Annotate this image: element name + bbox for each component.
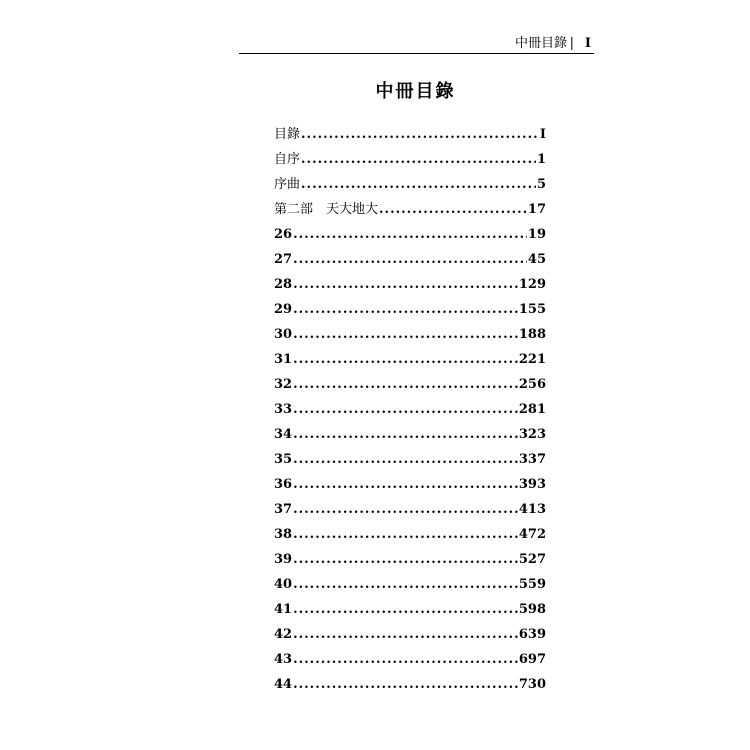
toc-leader-dots [293,222,527,247]
toc-entry [274,522,546,547]
toc-leader-dots [293,422,518,447]
toc-entry-label: 38 [274,527,293,542]
toc-leader-dots [293,297,518,322]
toc-leader-dots [301,172,536,197]
toc-entry-label: 31 [274,352,293,367]
toc-entry-label: 34 [274,427,293,442]
toc-entry [274,347,546,372]
page-title: 中冊目錄 [375,81,456,102]
toc-entry-label: 29 [274,302,293,317]
toc-leader-dots [293,622,518,647]
toc-entry-page: 393 [518,477,546,492]
toc-entry-page: 323 [518,427,546,442]
toc-entry-label: 35 [274,452,293,467]
toc-entry-label: 40 [274,577,293,592]
toc-entry-label: 37 [274,502,293,517]
toc-entry-page: 1 [536,152,546,167]
toc-leader-dots [293,522,518,547]
toc-entry [274,622,546,647]
toc-entry [274,647,546,672]
toc-leader-dots [293,397,518,422]
toc-entry-label: 30 [274,327,293,342]
toc-leader-dots [293,497,518,522]
toc-entry-label: 自序 [274,152,301,167]
toc-entry-label: 36 [274,477,293,492]
toc-entry-page: 413 [518,502,546,517]
toc-leader-dots [301,122,539,147]
toc-entry-label: 27 [274,252,293,267]
toc-entry-label: 33 [274,402,293,417]
toc-leader-dots [293,647,518,672]
toc-leader-dots [293,472,518,497]
toc-entry-page: 5 [536,177,546,192]
toc-entry [274,447,546,472]
toc-leader-dots [301,147,536,172]
toc-leader-dots [293,447,518,472]
toc-entry-page: 598 [518,602,546,617]
toc-entry [274,472,546,497]
toc-entry [274,297,546,322]
toc-entry-label: 26 [274,227,293,242]
running-head-title: 中冊目錄 [514,36,567,51]
toc-entry [274,672,546,697]
toc-leader-dots [379,197,527,222]
toc-leader-dots [293,272,518,297]
toc-entry [274,197,546,222]
toc-entry-page: 17 [527,202,546,217]
toc-entry-page: 639 [518,627,546,642]
toc-entry [274,422,546,447]
toc-entry-page: 221 [518,352,546,367]
toc-entry-label: 41 [274,602,293,617]
toc-entry-label: 第二部 天大地大 [274,202,379,217]
toc-entry-label: 序曲 [274,177,301,192]
toc-entry-page: 19 [527,227,546,242]
toc-entry-page: 45 [527,252,546,267]
toc-leader-dots [293,547,518,572]
toc-leader-dots [293,322,518,347]
toc-entry [274,547,546,572]
toc-entry-label: 28 [274,277,293,292]
toc-entry-label: 42 [274,627,293,642]
toc-leader-dots [293,597,518,622]
toc-entry-label: 44 [274,677,293,692]
toc-entry-page: 730 [518,677,546,692]
toc-entry-page: 527 [518,552,546,567]
toc-entry [274,322,546,347]
toc-leader-dots [293,347,518,372]
toc-entry-page: 559 [518,577,546,592]
toc-entry-page: 188 [518,327,546,342]
toc-entry-page: I [539,127,546,142]
toc-leader-dots [293,247,527,272]
running-head [239,36,594,54]
toc-entry-page: 281 [518,402,546,417]
toc-entry-page: 472 [518,527,546,542]
toc-entry-label: 39 [274,552,293,567]
toc-entry-page: 697 [518,652,546,667]
toc-entry-label: 目錄 [274,127,301,142]
toc-entry [274,147,546,172]
toc-leader-dots [293,572,518,597]
toc-entry [274,572,546,597]
running-head-page-number: I [584,36,591,51]
table-of-contents [274,122,546,697]
toc-entry-page: 129 [518,277,546,292]
toc-entry [274,372,546,397]
toc-entry [274,172,546,197]
toc-entry [274,247,546,272]
toc-entry-label: 43 [274,652,293,667]
toc-leader-dots [293,672,518,697]
toc-entry [274,272,546,297]
running-head-separator: | [569,36,574,51]
toc-entry-page: 256 [518,377,546,392]
toc-entry-page: 155 [518,302,546,317]
toc-entry [274,222,546,247]
toc-entry-label: 32 [274,377,293,392]
toc-entry-page: 337 [518,452,546,467]
toc-entry [274,497,546,522]
toc-entry [274,597,546,622]
toc-entry [274,122,546,147]
toc-entry [274,397,546,422]
toc-leader-dots [293,372,518,397]
